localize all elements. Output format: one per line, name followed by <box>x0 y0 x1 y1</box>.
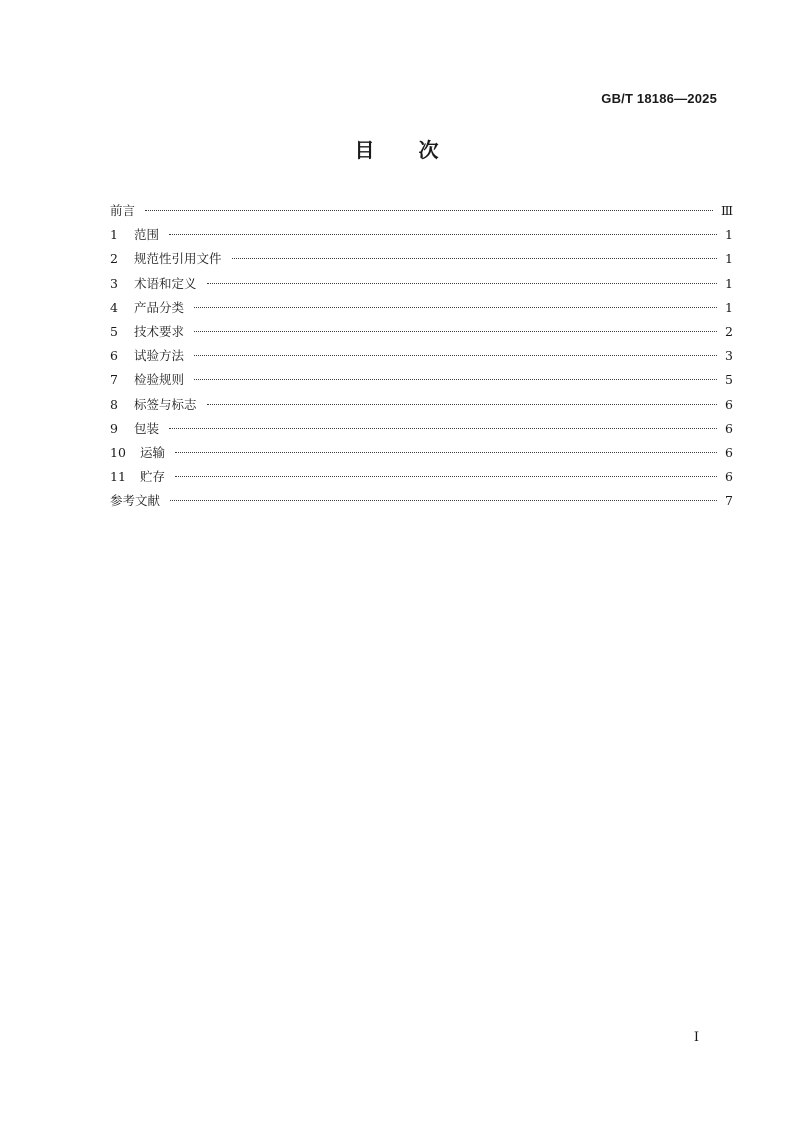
toc-entry-page: 6 <box>725 469 733 485</box>
toc-entry-label: 贮存 <box>140 469 166 485</box>
toc-entry-label: 技术要求 <box>134 323 185 339</box>
toc-entry-number: 5 <box>110 323 118 339</box>
toc-entry-label: 检验规则 <box>134 372 185 388</box>
toc-entry-page: 6 <box>725 444 733 460</box>
toc-entry-label: 产品分类 <box>134 299 185 315</box>
toc-entry-number: 8 <box>110 396 118 412</box>
toc-entry-3[interactable] <box>110 272 733 296</box>
dot-leader <box>145 210 713 211</box>
dot-leader <box>170 500 717 501</box>
toc-entry-label: 术语和定义 <box>134 275 197 291</box>
page-number: I <box>693 1030 699 1045</box>
toc-entry-label: 规范性引用文件 <box>134 251 222 267</box>
toc-entry-number: 6 <box>110 348 118 364</box>
page-title <box>0 134 793 163</box>
toc-entry-11[interactable] <box>110 465 733 489</box>
toc-entry-foreword[interactable] <box>110 199 733 223</box>
toc-entry-label: 包装 <box>134 420 160 436</box>
toc-entry-number: 4 <box>110 299 118 315</box>
toc-entry-label: 试验方法 <box>134 348 185 364</box>
toc-entry-page: 2 <box>725 323 733 339</box>
title-char-2: 次 <box>418 138 439 162</box>
dot-leader <box>207 283 717 284</box>
toc-entry-2[interactable] <box>110 247 733 271</box>
toc-entry-page: 6 <box>725 420 733 436</box>
toc-entry-label: 运输 <box>140 444 166 460</box>
dot-leader <box>194 355 717 356</box>
toc-entry-page: 3 <box>725 348 733 364</box>
toc-entry-1[interactable] <box>110 223 733 247</box>
dot-leader <box>194 331 717 332</box>
title-char-1: 目 <box>354 138 375 162</box>
toc-entry-page: 7 <box>725 493 733 509</box>
toc-entry-bibliography[interactable] <box>110 489 733 513</box>
toc-entry-number: 10 <box>110 444 126 460</box>
toc-entry-7[interactable] <box>110 368 733 392</box>
toc-entry-9[interactable] <box>110 417 733 441</box>
standard-code: GB/T 18186—2025 <box>601 91 717 106</box>
toc-entry-4[interactable] <box>110 296 733 320</box>
toc-entry-page: 6 <box>725 396 733 412</box>
dot-leader <box>232 258 717 259</box>
dot-leader <box>175 452 717 453</box>
toc-entry-page: 1 <box>725 275 733 291</box>
toc-entry-page: 1 <box>725 299 733 315</box>
toc-entry-number: 11 <box>110 469 126 485</box>
toc-entry-6[interactable] <box>110 344 733 368</box>
toc-entry-label: 参考文献 <box>110 493 161 509</box>
toc-entry-label: 范围 <box>134 227 160 243</box>
toc-entry-5[interactable] <box>110 320 733 344</box>
dot-leader <box>175 476 717 477</box>
toc-entry-number: 2 <box>110 251 118 267</box>
dot-leader <box>169 428 717 429</box>
toc-entry-number: 1 <box>110 227 118 243</box>
toc-entry-number: 9 <box>110 420 118 436</box>
toc-entry-8[interactable] <box>110 393 733 417</box>
dot-leader <box>194 379 717 380</box>
table-of-contents <box>110 199 733 513</box>
toc-entry-page: 1 <box>725 227 733 243</box>
dot-leader <box>207 404 717 405</box>
toc-entry-page: 5 <box>725 372 733 388</box>
toc-entry-label: 标签与标志 <box>134 396 197 412</box>
toc-entry-label: 前言 <box>110 203 136 218</box>
toc-entry-page: Ⅲ <box>720 203 733 218</box>
toc-entry-number: 7 <box>110 372 118 388</box>
toc-entry-page: 1 <box>725 251 733 267</box>
dot-leader <box>169 234 717 235</box>
dot-leader <box>194 307 717 308</box>
toc-entry-10[interactable] <box>110 441 733 465</box>
toc-entry-number: 3 <box>110 275 118 291</box>
